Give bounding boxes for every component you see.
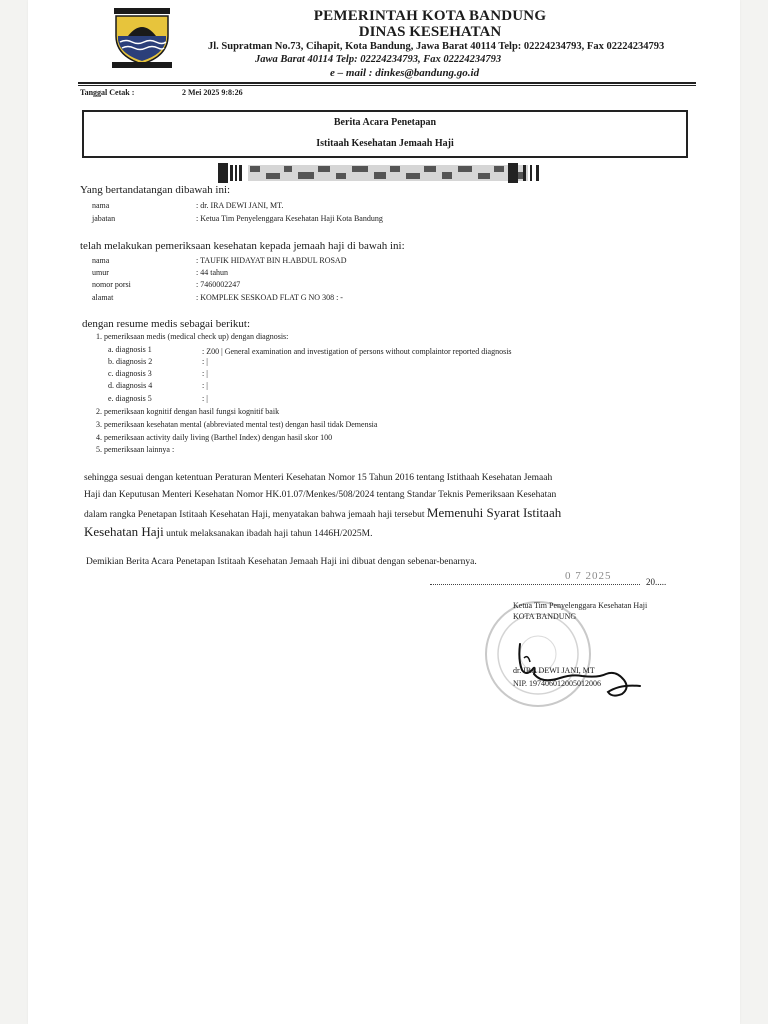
conclusion-line-3 <box>84 504 561 524</box>
diagnosis-2-label: b. diagnosis 2 <box>108 357 153 366</box>
signer-role-line-2: KOTA BANDUNG <box>513 612 577 621</box>
conclusion-line-3a: dalam rangka Penetapan Istitaah Kesehatan Haji, menyatakan bahwa jemaah haji tersebut <box>84 510 425 520</box>
pilgrim-intro: telah melakukan pemeriksaan kesehatan kepada jemaah haji di bawah ini: <box>80 240 405 252</box>
date-dotted-line <box>430 584 640 585</box>
pilgrim-name-label: nama <box>92 256 110 265</box>
resume-item-1: 1. pemeriksaan medis (medical check up) dengan diagnosis: <box>96 332 289 341</box>
conclusion-line-1: sehingga sesuai dengan ketentuan Peraturan Menteri Kesehatan Nomor 15 Tahun 2016 tentang Istithaah Kesehatan Jemaah <box>84 473 553 483</box>
diagnosis-4-label: d. diagnosis 4 <box>108 381 153 390</box>
signer-name: dr. IRA DEWI JANI, MT <box>513 666 595 675</box>
date-suffix: 20..... <box>646 577 667 587</box>
diagnosis-1-label: a. diagnosis 1 <box>108 345 152 354</box>
diagnosis-3-value: : | <box>202 369 208 378</box>
pilgrim-portion-label: nomor porsi <box>92 280 131 289</box>
diagnosis-3-label: c. diagnosis 3 <box>108 369 152 378</box>
print-date-label: Tanggal Cetak : <box>80 88 135 97</box>
diagnosis-5-label: e. diagnosis 5 <box>108 394 152 403</box>
barcode-icon <box>218 163 548 183</box>
email-line: e – mail : dinkes@bandung.go.id <box>330 67 480 79</box>
header-rule-thin <box>78 85 696 86</box>
bandung-city-logo <box>112 6 172 70</box>
conclusion-line-2: Haji dan Keputusan Menteri Kesehatan Nomor HK.01.07/Menkes/508/2024 tentang Standar Teknis Pemeriksaan Kesehatan <box>84 490 557 500</box>
signer-nip: NIP. 197406012005012006 <box>513 679 602 688</box>
diagnosis-5-value: : | <box>202 394 208 403</box>
resume-item-2: 2. pemeriksaan kognitif dengan hasil fungsi kognitif baik <box>96 407 280 416</box>
resume-item-3: 3. pemeriksaan kesehatan mental (abbreviated mental test) dengan hasil tidak Demensia <box>96 420 378 429</box>
pilgrim-age-label: umur <box>92 268 109 277</box>
address-line-1: Jl. Supratman No.73, Cihapit, Kota Bandung, Jawa Barat 40114 Telp: 02224234793, Fax 02224234793 <box>208 41 665 52</box>
pilgrim-address-label: alamat <box>92 293 114 302</box>
eligibility-status: Memenuhi Syarat Istitaah <box>426 505 562 520</box>
signer-role-line-1: Ketua Tim Penyelenggara Kesehatan Haji <box>513 601 648 610</box>
resume-item-4: 4. pemeriksaan activity daily living (Barthel Index) dengan hasil skor 100 <box>96 433 333 442</box>
pilgrim-address-value: : KOMPLEK SESKOAD FLAT G NO 308 : - <box>196 293 343 302</box>
signer-intro: Yang bertandatangan dibawah ini: <box>80 184 231 196</box>
document-title-line-1: Berita Acara Penetapan <box>333 117 437 128</box>
signer-position-value: : Ketua Tim Penyelenggara Kesehatan Haji Kota Bandung <box>196 214 383 223</box>
print-date-value: 2 Mei 2025 9:8:26 <box>182 88 243 97</box>
signer-name-label: nama <box>92 201 110 210</box>
date-stamp: 0 7 2025 <box>565 570 612 582</box>
diagnosis-1-value: : Z00 | General examination and investigation of persons without complaintor reported diagnosis <box>202 347 512 356</box>
pilgrim-name-value: : TAUFIK HIDAYAT BIN H.ABDUL ROSAD <box>196 256 347 265</box>
conclusion-line-4 <box>84 523 372 543</box>
conclusion-line-4b: untuk melaksanakan ibadah haji tahun 1446H/2025M. <box>166 529 373 539</box>
signer-position-label: jabatan <box>92 214 116 223</box>
pilgrim-age-value: : 44 tahun <box>196 268 228 277</box>
signer-name-value: : dr. IRA DEWI JANI, MT. <box>196 201 284 210</box>
department-name: DINAS KESEHATAN <box>358 24 502 40</box>
government-name: PEMERINTAH KOTA BANDUNG <box>313 8 547 24</box>
diagnosis-2-value: : | <box>202 357 208 366</box>
header-rule <box>78 82 696 84</box>
resume-item-5: 5. pemeriksaan lainnya : <box>96 445 175 454</box>
resume-intro: dengan resume medis sebagai berikut: <box>82 318 251 330</box>
pilgrim-portion-value: : 7460002247 <box>196 280 241 289</box>
address-line-2: Jawa Barat 40114 Telp: 02224234793, Fax 02224234793 <box>255 54 502 65</box>
closing-statement: Demikian Berita Acara Penetapan Istitaah Kesehatan Jemaah Haji ini dibuat dengan sebenar-benarnya. <box>86 557 477 567</box>
diagnosis-4-value: : | <box>202 381 208 390</box>
document-title-line-2: Istitaah Kesehatan Jemaah Haji <box>316 138 454 149</box>
eligibility-status-cont: Kesehatan Haji <box>84 524 164 539</box>
